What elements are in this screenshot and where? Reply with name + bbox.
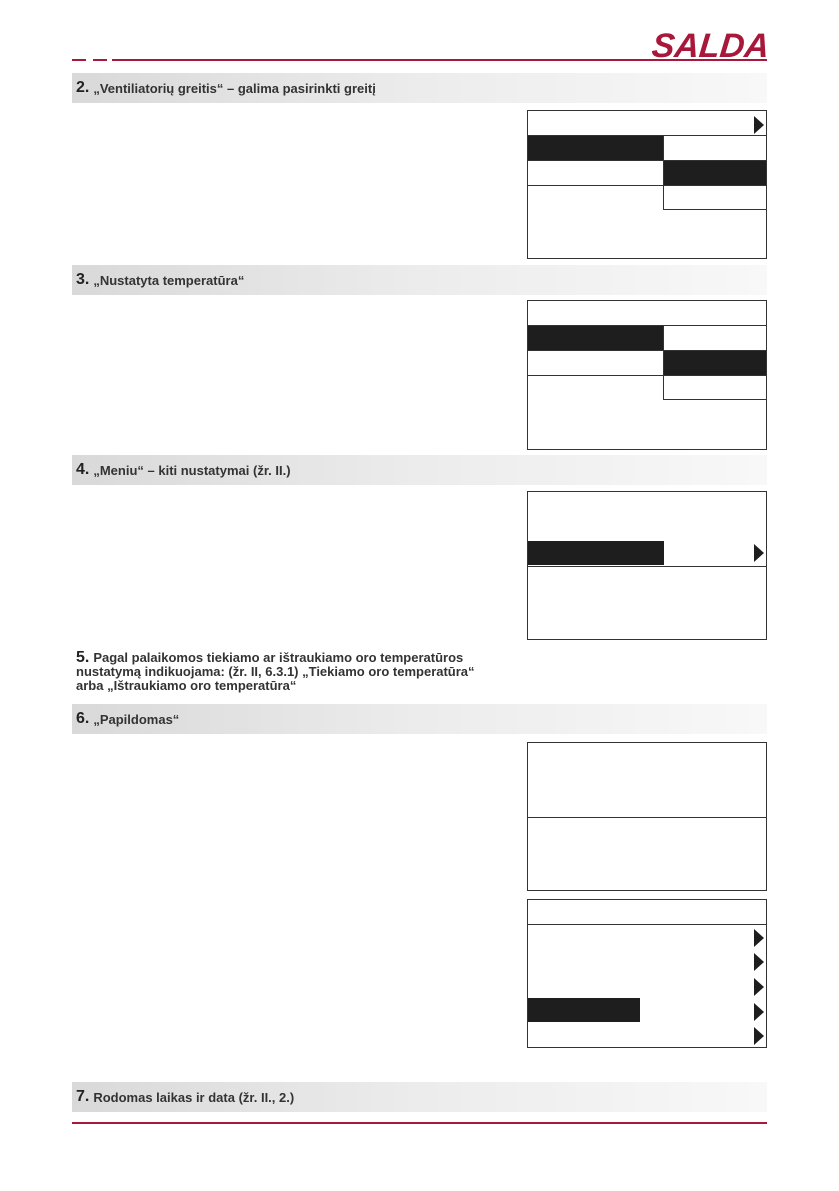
temperature-screen [527, 300, 767, 450]
divider [663, 399, 766, 400]
divider [528, 924, 766, 925]
section-number: 3. [76, 271, 90, 288]
section-5-text [72, 651, 532, 693]
section-title: „Papildomas“ [93, 711, 180, 727]
section-6-heading [72, 704, 767, 734]
section-5-line-3: arba „Ištraukiamo oro temperatūra“ [76, 678, 297, 693]
section-5-line-2: nustatymą indikuojama: (žr. II, 6.3.1) „Tiekiamo oro temperatūra“ [76, 664, 475, 679]
arrow-right-icon [754, 929, 764, 947]
divider [528, 185, 766, 186]
arrow-right-icon [754, 978, 764, 996]
header-dash-1 [72, 59, 86, 61]
arrow-right-icon [754, 544, 764, 562]
section-3-heading [72, 265, 767, 295]
menu-screen [527, 491, 767, 640]
arrow-right-icon [754, 116, 764, 134]
section-number: 7. [76, 1088, 90, 1105]
section-4-heading [72, 455, 767, 485]
highlight-block [528, 541, 664, 565]
additional-menu-screen [527, 899, 767, 1048]
section-number: 5. [76, 649, 90, 666]
highlight-block [664, 351, 766, 375]
arrow-right-icon [754, 1003, 764, 1021]
fan-speed-screen [527, 110, 767, 259]
section-title: „Nustatyta temperatūra“ [93, 272, 245, 288]
section-title: „Meniu“ – kiti nustatymai (žr. II.) [93, 462, 291, 478]
section-7-heading [72, 1082, 767, 1112]
section-5-line-1: Pagal palaikomos tiekiamo ar ištraukiamo oro temperatūros [93, 650, 464, 665]
footer-rule [72, 1122, 767, 1124]
divider [528, 375, 766, 376]
section-number: 6. [76, 710, 90, 727]
arrow-right-icon [754, 953, 764, 971]
divider [663, 209, 766, 210]
salda-logo: SALDA [649, 27, 772, 65]
header-dash-2 [93, 59, 107, 61]
divider [528, 817, 766, 818]
section-2-heading [72, 73, 767, 103]
section-number: 4. [76, 461, 90, 478]
divider [663, 325, 664, 400]
highlight-block [664, 161, 766, 185]
additional-screen [527, 742, 767, 891]
highlight-block [528, 136, 664, 160]
section-number: 2. [76, 79, 90, 96]
highlight-block [528, 326, 664, 350]
section-title: Rodomas laikas ir data (žr. II., 2.) [93, 1089, 295, 1105]
highlight-block [528, 998, 640, 1022]
arrow-right-icon [754, 1027, 764, 1045]
divider [663, 135, 664, 210]
section-title: „Ventiliatorių greitis“ – galima pasirinkti greitį [93, 80, 376, 96]
divider [528, 566, 766, 567]
